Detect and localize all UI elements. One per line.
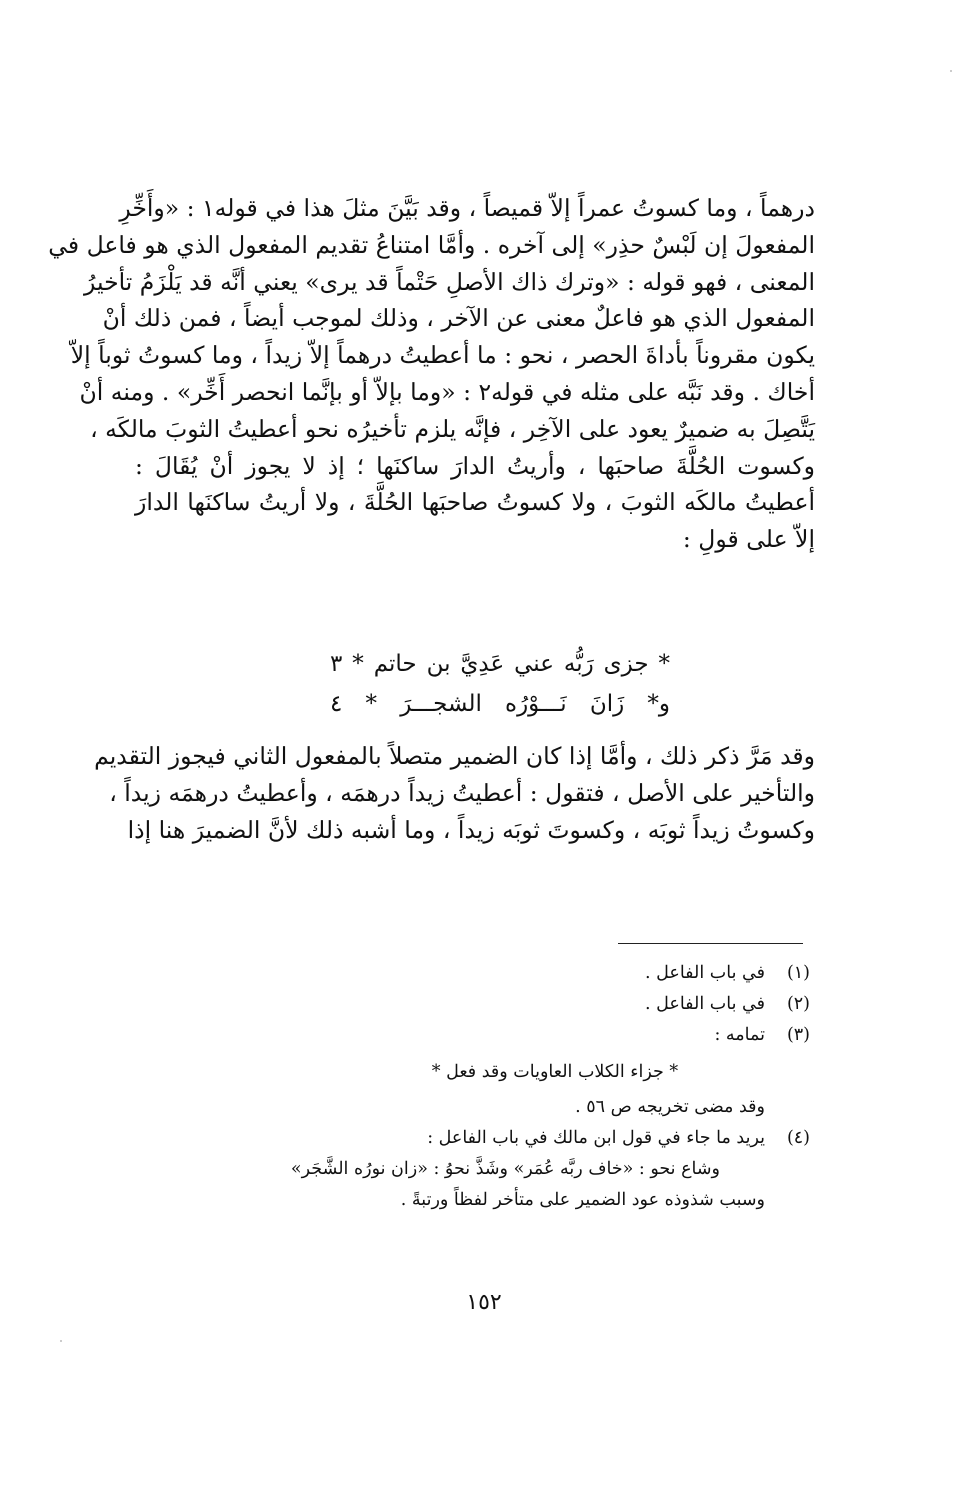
footnotes bbox=[180, 958, 810, 1216]
footnote-text: تمامه : bbox=[714, 1025, 765, 1045]
verse-line: و* زَانَ نَـــوْرُه الشجـــرَ * ٤ bbox=[330, 691, 670, 717]
footnote-number: (٣) bbox=[786, 1025, 810, 1045]
footnote bbox=[180, 1123, 810, 1154]
text-line: أعطيتُ مالكَه الثوبَ ، ولا كسوتُ صاحبَها الحُلَّةَ ، ولا أريتُ ساكنَها الدارَ bbox=[135, 488, 815, 517]
footnote-verse: وشاع نحو : «خاف ربَّه عُمَر» وشَذَّ نحوُ : «زان نورُه الشَّجَر» bbox=[290, 1159, 720, 1179]
text-line: أخاك . وقد نَبَّه على مثله في قوله٢ : «وما بإلاّ أو بإنَّما انحصر أَخِّر» . ومنه أنْ bbox=[79, 377, 815, 406]
text-line: درهماً ، وما كسوتُ عمراً إلاّ قميصاً ، وقد بَيَّنَ مثلَ هذا في قوله١ : «وأَخِّرِ bbox=[119, 194, 815, 222]
footnote-number: (٤) bbox=[786, 1128, 810, 1148]
verse-line: * جزى رَبُّه عني عَدِيَّ بن حاتم * ٣ bbox=[330, 651, 670, 677]
text-line: وكسوت الحُلَّةَ صاحبَها ، وأريتُ الدارَ ساكنَها ؛ إذ لا يجوز أنْ يُقَالَ : bbox=[135, 451, 815, 480]
scan-speck bbox=[950, 70, 952, 72]
footnote-number: (٢) bbox=[786, 994, 810, 1014]
text-line: يَتَّصِلَ به ضميرٌ يعود على الآخِر ، فإنَّه يلزم تأخيرُه نحو أعطيتُ الثوبَ مالكَه ، bbox=[90, 414, 815, 443]
text-line: والتأخير على الأصل ، فتقول : أعطيتُ زيداً درهمَه ، وأعطيتُ درهمَه زيداً ، bbox=[109, 778, 815, 807]
verse-block bbox=[330, 644, 670, 724]
footnote-text: في باب الفاعل . bbox=[645, 994, 765, 1014]
text-line: يكون مقروناً بأداةَ الحصر ، نحو : ما أعطيتُ درهماً إلاّ زيداً ، وما كسوتُ ثوباً إلاّ bbox=[70, 341, 815, 370]
footnote-text: في باب الفاعل . bbox=[645, 963, 765, 983]
text-line: المفعول الذي هو فاعلٌ معنى عن الآخر ، وذلك لموجب أيضاً ، فمن ذلك أنْ bbox=[102, 304, 815, 333]
text-line: المعنى ، فهو قوله : «وترك ذاك الأصلِ حَتْماً قد يرى» يعني أنَّه قد يَلْزَمُ تأخيرُ bbox=[84, 267, 815, 296]
footnote-verse: * جزاء الكلاب العاويات وقد فعل * bbox=[431, 1062, 679, 1082]
footnote-separator bbox=[618, 943, 803, 944]
text-line: وكسوتُ زيداً ثوبَه ، وكسوتَ ثوبَه زيداً ، وما أشبه ذلك لأنَّ الضميرَ هنا إذا bbox=[127, 815, 815, 844]
main-text-block bbox=[48, 190, 815, 558]
footnote-note: وسبب شذوذه عود الضمير على متأخر لفظاً ورتبةً . bbox=[400, 1190, 765, 1210]
footnote-text: يريد ما جاء في قول ابن مالك في باب الفاعل : bbox=[427, 1128, 765, 1148]
page-number: ١٥٢ bbox=[466, 1290, 502, 1315]
text-line: وقد مَرَّ ذكر ذلك ، وأمَّا إذا كان الضمير متصلاً بالمفعول الثاني فيجوز التقديم bbox=[94, 742, 815, 770]
footnote bbox=[180, 1020, 810, 1051]
text-line: المفعولَ إن لَبْسٌ حذِر» إلى آخره . وأمَّا امتناعُ تقديم المفعول الذي هو فاعل في bbox=[48, 230, 815, 259]
text-line: إلاّ على قولِ : bbox=[682, 525, 815, 554]
footnote bbox=[180, 958, 810, 989]
footnote bbox=[180, 989, 810, 1020]
footnote-number: (١) bbox=[786, 963, 810, 983]
scan-speck bbox=[60, 1340, 62, 1342]
footnote-note: وقد مضى تخريجه ص ٥٦ . bbox=[575, 1097, 765, 1117]
main-text-block-2 bbox=[94, 738, 815, 848]
